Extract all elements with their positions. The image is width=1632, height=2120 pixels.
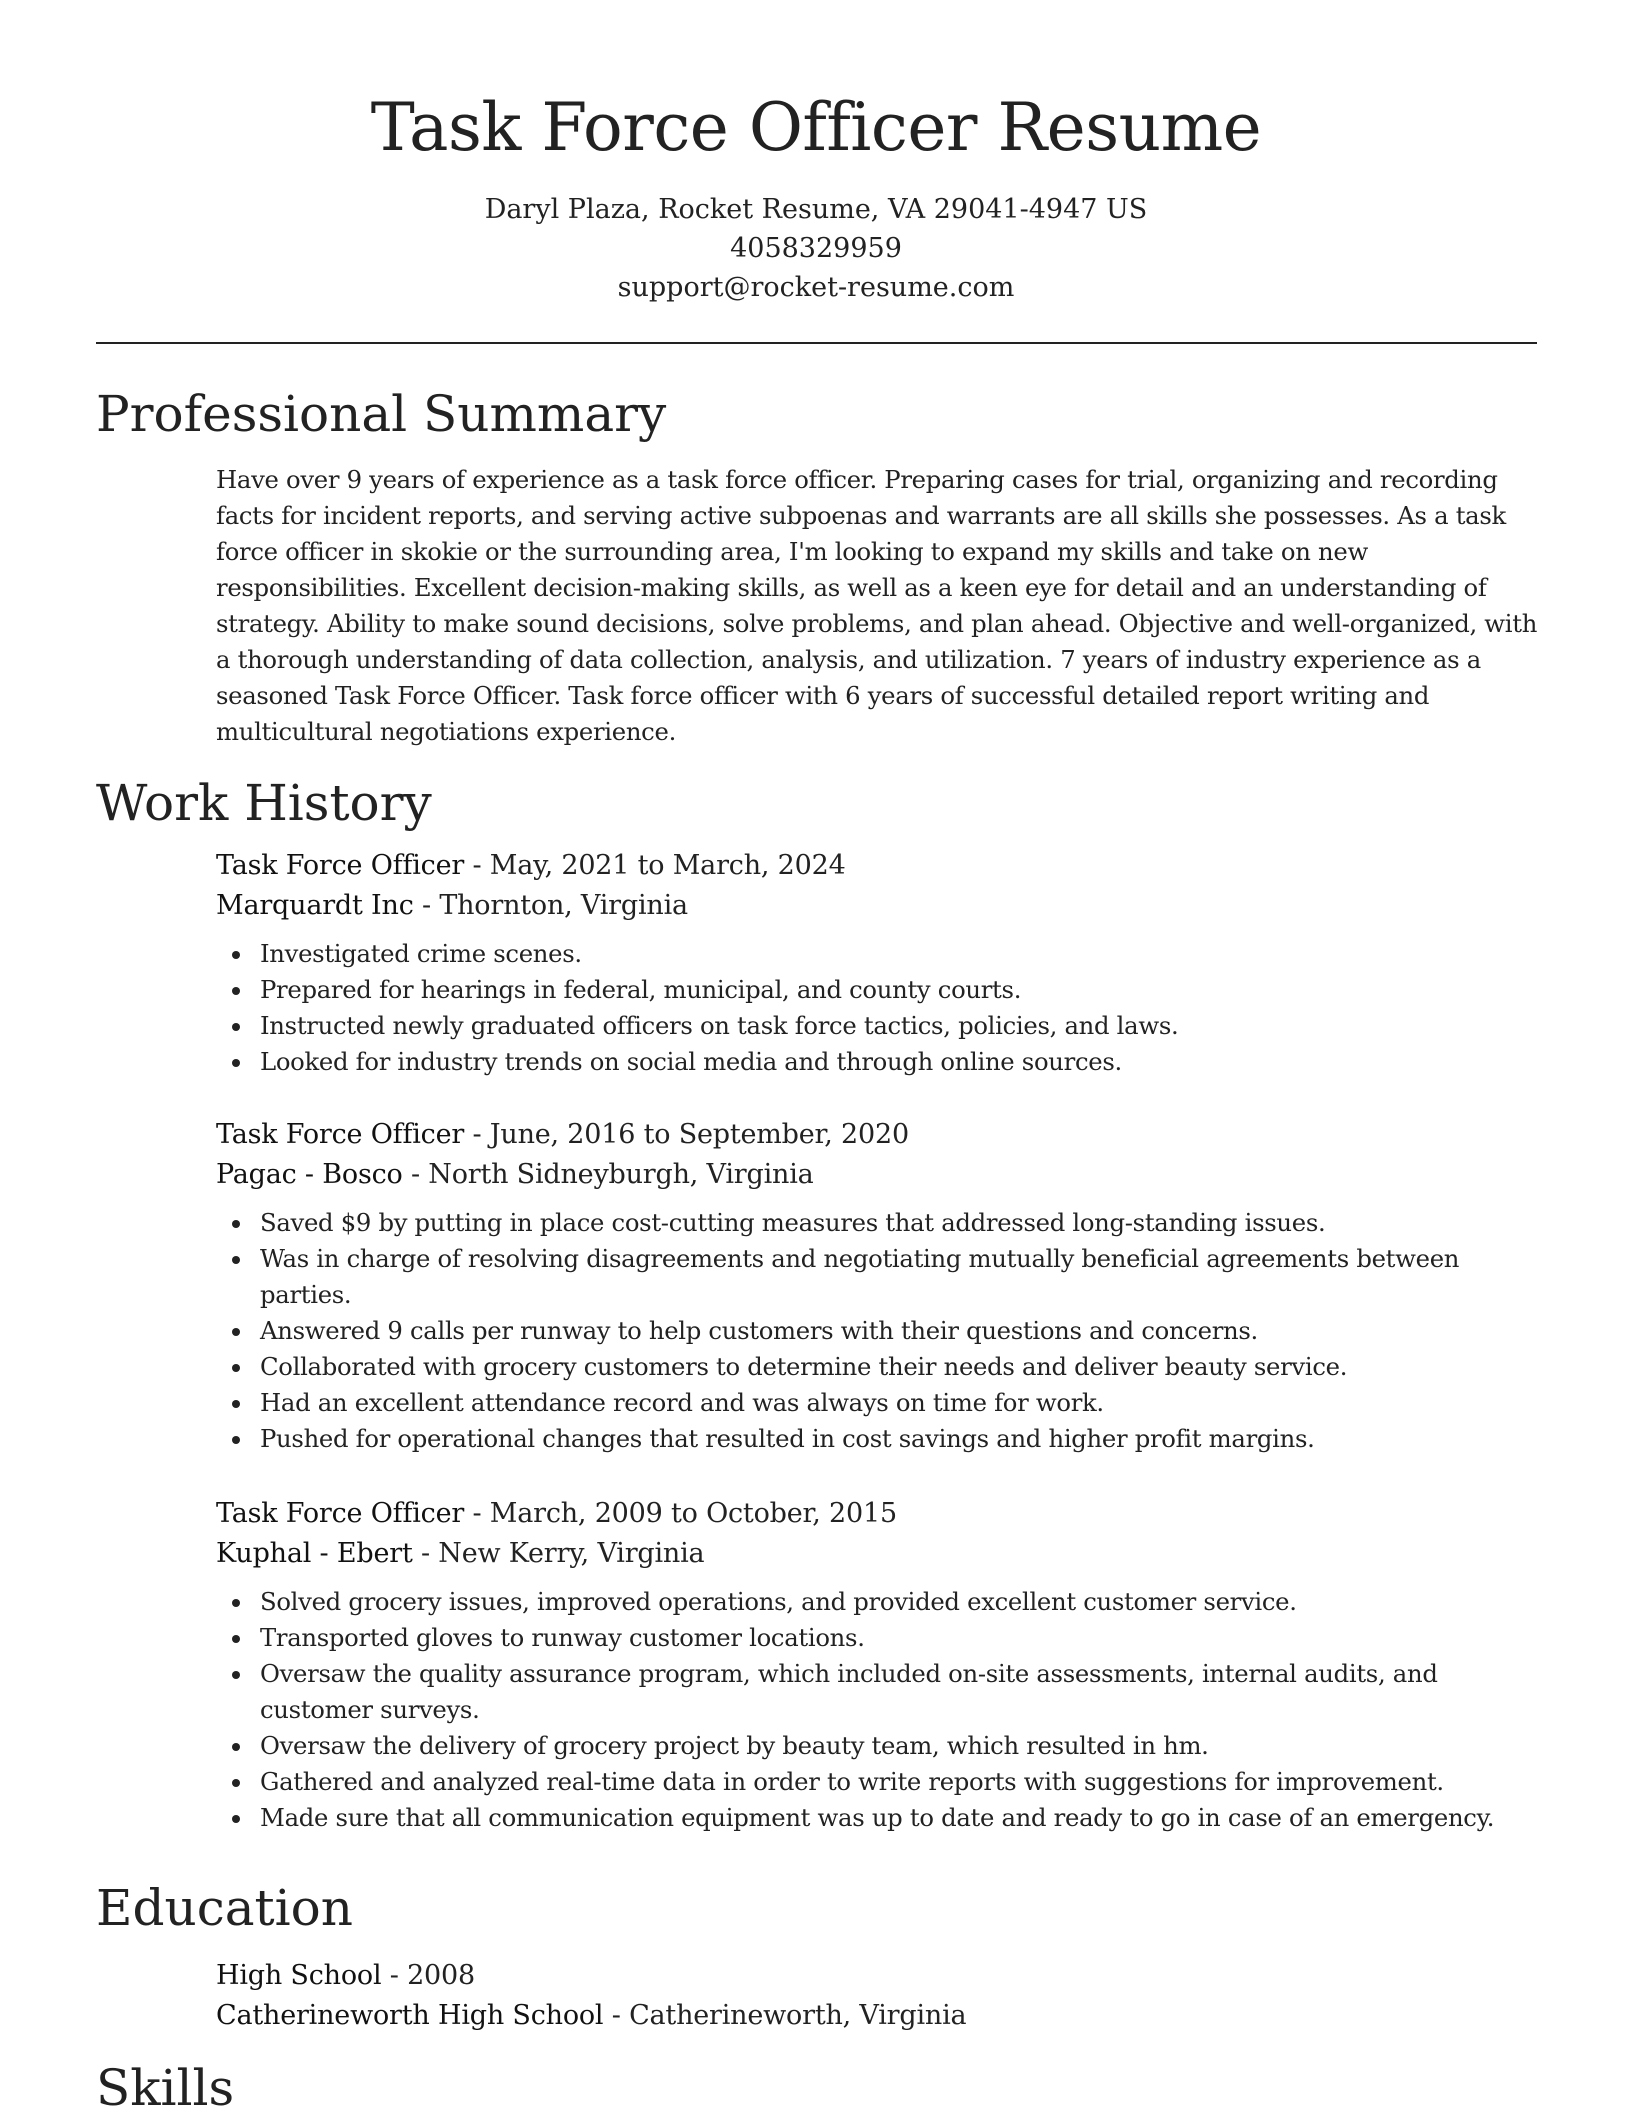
section-title-education: Education <box>96 1879 353 1937</box>
education-degree: High School <box>216 1960 382 1991</box>
job-duty-item: Pushed for operational changes that resulted in cost savings and higher profit margins. <box>216 1421 1542 1457</box>
job-duties-list <box>216 1584 1542 1836</box>
job-duty-item: Solved grocery issues, improved operations, and provided excellent customer service. <box>216 1584 1542 1620</box>
job-entry <box>216 846 1542 1080</box>
job-title: Task Force Officer <box>216 1119 465 1150</box>
contact-email: support@rocket-resume.com <box>617 272 1015 303</box>
job-entry <box>216 1115 1542 1457</box>
education-degree-line <box>216 1956 1542 1996</box>
job-company-line <box>216 1155 1542 1195</box>
resume-title: Task Force Officer Resume <box>370 89 1262 166</box>
section-title-summary: Professional Summary <box>96 385 667 443</box>
job-dates: - June, 2016 to September, 2020 <box>464 1119 909 1150</box>
job-duties-list <box>216 1205 1542 1457</box>
job-title-line <box>216 1494 1542 1534</box>
job-title: Task Force Officer <box>216 850 465 881</box>
section-title-work-history: Work History <box>96 774 432 832</box>
job-duty-item: Gathered and analyzed real-time data in order to write reports with suggestions for improvement. <box>216 1764 1542 1800</box>
job-duty-item: Was in charge of resolving disagreements and negotiating mutually beneficial agreements between parties. <box>216 1241 1542 1313</box>
job-company-line <box>216 1534 1542 1574</box>
job-duty-item: Saved $9 by putting in place cost-cutting measures that addressed long-standing issues. <box>216 1205 1542 1241</box>
education-year: - 2008 <box>381 1960 475 1991</box>
contact-block <box>0 190 1632 307</box>
job-location: - North Sidneyburgh, Virginia <box>402 1159 814 1190</box>
job-duty-item: Answered 9 calls per runway to help customers with their questions and concerns. <box>216 1313 1542 1349</box>
job-duty-item: Oversaw the quality assurance program, which included on-site assessments, internal audits, and customer surveys. <box>216 1656 1542 1728</box>
job-entry <box>216 1494 1542 1836</box>
job-title-line <box>216 1115 1542 1155</box>
job-duty-item: Investigated crime scenes. <box>216 936 1542 972</box>
education-school-line <box>216 1996 1542 2036</box>
contact-address: Daryl Plaza, Rocket Resume, VA 29041-4947 US <box>484 194 1148 225</box>
job-dates: - March, 2009 to October, 2015 <box>464 1498 897 1529</box>
contact-phone: 4058329959 <box>730 233 902 264</box>
job-duties-list <box>216 936 1542 1080</box>
job-duty-item: Looked for industry trends on social media and through online sources. <box>216 1044 1542 1080</box>
job-title-line <box>216 846 1542 886</box>
job-duty-item: Collaborated with grocery customers to determine their needs and deliver beauty service. <box>216 1349 1542 1385</box>
job-company: Marquardt Inc <box>216 890 414 921</box>
job-duty-item: Oversaw the delivery of grocery project by beauty team, which resulted in hm. <box>216 1728 1542 1764</box>
job-location: - New Kerry, Virginia <box>412 1538 705 1569</box>
summary-text: Have over 9 years of experience as a task force officer. Preparing cases for trial, organizing and recording facts for incident reports, and serving active subpoenas and warrants are all skills she possesses. As a task force officer in skokie or the surrounding area, I'm looking to expand my skills and take on new responsibilities. Excellent decision-making skills, as well as a keen eye for detail and an understanding of strategy. Ability to make sound decisions, solve problems, and plan ahead. Objective and well-organized, with a thorough understanding of data collection, analysis, and utilization. 7 years of industry experience as a seasoned Task Force Officer. Task force officer with 6 years of successful detailed report writing and multicultural negotiations experience. <box>216 465 1538 746</box>
job-duty-item: Had an excellent attendance record and was always on time for work. <box>216 1385 1542 1421</box>
job-duty-item: Prepared for hearings in federal, municipal, and county courts. <box>216 972 1542 1008</box>
section-title-skills: Skills <box>96 2059 235 2117</box>
job-location: - Thornton, Virginia <box>413 890 688 921</box>
job-duty-item: Instructed newly graduated officers on task force tactics, policies, and laws. <box>216 1008 1542 1044</box>
job-title: Task Force Officer <box>216 1498 465 1529</box>
education-entry <box>216 1956 1542 2036</box>
job-dates: - May, 2021 to March, 2024 <box>464 850 846 881</box>
education-school: Catherineworth High School <box>216 2000 604 2031</box>
job-company: Kuphal - Ebert <box>216 1538 413 1569</box>
job-company: Pagac - Bosco <box>216 1159 403 1190</box>
job-duty-item: Made sure that all communication equipment was up to date and ready to go in case of an emergency. <box>216 1800 1542 1836</box>
job-duty-item: Transported gloves to runway customer locations. <box>216 1620 1542 1656</box>
job-company-line <box>216 886 1542 926</box>
header-divider <box>96 342 1537 344</box>
education-location: - Catherineworth, Virginia <box>603 2000 967 2031</box>
